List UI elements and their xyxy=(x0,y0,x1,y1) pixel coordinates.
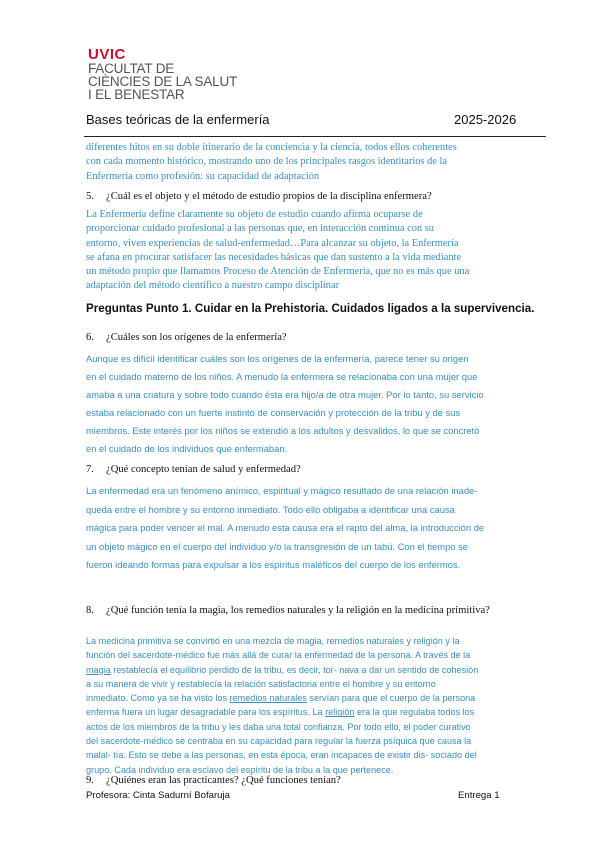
faculty-name-line-2: CIÈNCIES DE LA SALUT xyxy=(88,74,238,89)
uvic-logo-mark: UVIC xyxy=(88,46,126,63)
answer-line xyxy=(86,705,522,719)
answer-line: se afana en procurar satisfacer las necesidades básicas que dan sustento a la vida mediante xyxy=(86,251,462,263)
answer-line: actos de los miembros de la tribu y les daba una total confianza. Por todo ello, el poder curativo xyxy=(86,721,471,732)
course-title: Bases teóricas de la enfermería xyxy=(86,112,270,127)
answer-line: con cada momento histórico, mostrando uno de los principales rasgos identitarios de la xyxy=(86,156,447,168)
answer-line: entorno, viven experiencias de salud-enfermedad…Para alcanzar su objeto, la Enfermería xyxy=(86,237,459,249)
question-number: 8. xyxy=(86,605,94,616)
intro-answer xyxy=(86,141,522,184)
answer-line: La Enfermería define claramente su objeto de estudio cuando afirma ocuparse de xyxy=(86,209,423,220)
answer-line: del sacerdote-médico se centraba en su capacidad para regular la fuerza psíquica que causa la xyxy=(86,736,472,747)
question-7 xyxy=(86,463,526,477)
answer-line: en el cuidado materno de los niños. A menudo la enfermera se relacionaba con una mujer que xyxy=(86,371,478,382)
question-text: ¿Cuál es el objeto y el método de estudio propios de la disciplina enfermera? xyxy=(106,191,432,202)
question-number: 5. xyxy=(86,191,94,202)
answer-line: La enfermedad era un fenómeno anímico, espiritual y mágico resultado de una relación inade- xyxy=(86,485,478,496)
question-number: 6. xyxy=(86,332,94,343)
answer-6 xyxy=(86,350,522,458)
answer-line: un método propio que llamamos Proceso de Atención de Enfermería, que no es más que una xyxy=(86,266,470,278)
answer-line xyxy=(86,691,522,705)
question-text: ¿Qué concepto tenían de salud y enfermedad? xyxy=(106,464,301,475)
answer-line: proporcionar cuidado profesional a las personas que, en interacción continua con su xyxy=(86,223,434,235)
answer-8 xyxy=(86,634,522,777)
answer-line: un objeto mágico en el cuerpo del individuo y/o la transgresión de un tabú. Con el tiempo se xyxy=(86,540,469,552)
question-8 xyxy=(86,604,526,618)
header-divider xyxy=(84,136,546,137)
answer-text: era la que regulaba todos los xyxy=(354,707,475,718)
answer-line: adaptación del método científico a nuestro campo disciplinar xyxy=(86,280,340,292)
answer-line: mágica para poder vencer el mal. A menudo esta causa era el rapto del alma, la introducción de xyxy=(86,522,485,533)
answer-line: grupo. Cada individuo era esclavo del espíritu de la tribu a la que pertenece. xyxy=(86,764,394,775)
answer-text: restablecía el equilibrio perdido de la tribu, es decir, tor- nava a dar un sentido de cohesión xyxy=(110,664,479,675)
answer-line: diferentes hitos en su doble itinerario de la conciencia y la ciencia, todos ellos coherentes xyxy=(86,142,457,153)
question-text: ¿Qué función tenía la magia, los remedios naturales y la religión en la medicina primitiva? xyxy=(106,605,490,616)
question-6 xyxy=(86,331,526,345)
answer-text: inmediato. Como ya se ha visto los xyxy=(86,693,230,704)
answer-text: servían para que el cuerpo de la persona xyxy=(306,693,476,704)
underlined-term-remedios: remedios naturales xyxy=(229,693,307,704)
answer-line: fueron ideando formas para expulsar a los espíritus maléficos del cuerpo de los enfermos. xyxy=(86,559,461,570)
underlined-term-religion: religión xyxy=(325,707,355,718)
uvic-logo xyxy=(88,48,237,101)
answer-5 xyxy=(86,208,522,294)
question-text: ¿Quiénes eran las practicantes? ¿Qué funciones tenían? xyxy=(106,775,341,786)
answer-7 xyxy=(86,482,522,575)
faculty-name-line-3: I EL BENESTAR xyxy=(88,87,185,102)
question-number: 9. xyxy=(86,775,94,786)
answer-line: La medicina primitiva se convirtió en una mezcla de magia, remedios naturales y religión y la xyxy=(86,636,460,646)
question-5 xyxy=(86,190,526,204)
answer-text: enferma fuera un lugar desagradable para los espíritus. La xyxy=(86,707,326,718)
answer-line: a su manera de vivir y restablecía la relación satisfactoria entre el hombre y su entorno xyxy=(86,678,436,689)
footer-delivery: Entrega 1 xyxy=(458,790,500,801)
question-text: ¿Cuáles son los orígenes de la enfermería? xyxy=(106,332,287,343)
answer-line: en el cuidado de los individuos que enfermaban. xyxy=(86,443,288,454)
answer-line: miembros. Este interés por los niños se extendió a los adultos y desvalidos, lo que se concretó xyxy=(86,425,480,436)
answer-line: Enfermería como profesión: su capacidad de adaptación xyxy=(86,170,320,182)
answer-line: queda entre el hombre y su entorno inmediato. Todo ello obligaba a identificar una causa xyxy=(86,503,455,515)
footer-professor: Profesora: Cinta Sadurní Bofaruja xyxy=(86,790,230,801)
underlined-term-magia: magia xyxy=(86,664,111,675)
answer-line xyxy=(86,663,522,677)
question-number: 7. xyxy=(86,464,94,475)
question-9 xyxy=(86,774,526,788)
academic-year: 2025-2026 xyxy=(454,112,517,127)
answer-line: Aunque es difícil identificar cuáles son los orígenes de la enfermería, parece tener su origen xyxy=(86,353,469,364)
answer-line: amaba a una criatura y sobre todo cuando ésta era hijo/a de otra mujer. Por lo tanto, su servicio xyxy=(86,389,484,400)
faculty-name-line-1: FACULTAT DE xyxy=(88,61,175,76)
answer-line: estaba relacionado con un fuerte instinto de conservación y protección de la tribu y de sus xyxy=(86,407,461,418)
answer-line: función del sacerdote-médico fue más allá de curar la enfermedad de la persona. A través de la xyxy=(86,650,471,661)
answer-line: malal- tía. Esto se debe a las personas, en esta época, eran incapaces de existir dis- sociado del xyxy=(86,750,477,761)
section-heading: Preguntas Punto 1. Cuidar en la Prehistoria. Cuidados ligados a la supervivencia. xyxy=(86,302,535,315)
